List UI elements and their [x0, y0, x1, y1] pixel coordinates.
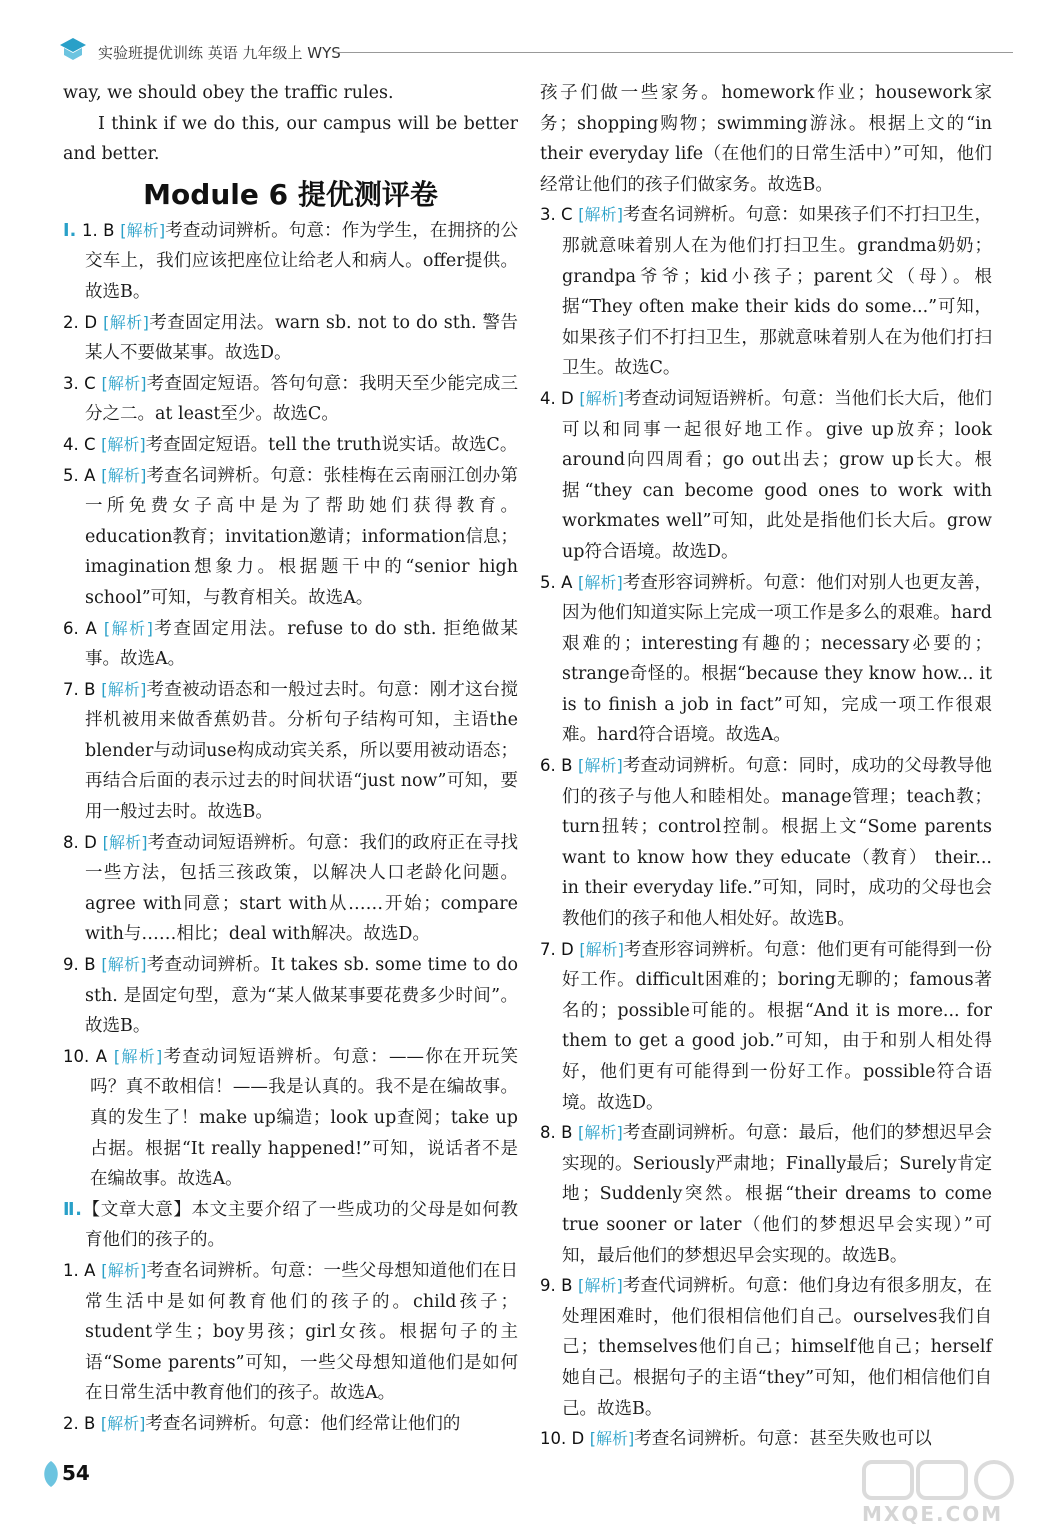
part-two-item-2	[63, 1409, 518, 1440]
part-two-item-6	[540, 751, 992, 935]
answer-text: 考查形容词辨析。句意：他们更有可能得到一份好工作。difficult困难的；boring无聊的；famous著名的；possible可能的。根据“And it is more... for them to get a good job.”可知，由于和别人相处得好，他们更有可能得到一份好工作。possible符合语境。故选D。	[562, 939, 992, 1113]
answer-number: 7. D	[540, 939, 574, 959]
answer-number: 3. C	[540, 205, 573, 225]
right-column	[540, 78, 992, 1455]
header-rule	[333, 52, 1013, 53]
intro-line-1: way, we should obey the traffic rules.	[63, 83, 394, 103]
section-title: Module 6 提优测评卷	[143, 177, 438, 211]
answer-text: 考查固定短语。答句句意：我明天至少能完成三分之二。at least至少。故选C。	[85, 373, 518, 425]
answer-item-6	[63, 614, 518, 675]
answer-text: 考查动词辨析。句意：作为学生，在拥挤的公交车上，我们应该把座位让给老人和病人。offer提供。故选B。	[85, 220, 518, 302]
answer-number: 10. D	[540, 1429, 585, 1449]
answer-number: 5. A	[540, 572, 573, 592]
analysis-tag: [解析]	[589, 1429, 635, 1449]
answer-number: 8. B	[540, 1123, 573, 1143]
answer-number: 1. A	[63, 1260, 96, 1280]
analysis-tag: [解析]	[101, 373, 147, 393]
answer-text: 考查名词辨析。句意：甚至失败也可以	[634, 1429, 932, 1450]
analysis-tag: [解析]	[579, 939, 624, 959]
answer-text: 考查固定用法。refuse to do sth. 拒绝做某事。故选A。	[85, 618, 518, 670]
watermark	[862, 1458, 1022, 1526]
answer-number: 8. D	[63, 832, 97, 852]
answer-item-8	[63, 828, 518, 950]
answer-text: 考查副词辨析。句意：最后，他们的梦想迟早会实现的。Seriously严肃地；Finally最后；Surely肯定地；Suddenly突然。根据“their dreams to come true sooner or later（他们的梦想迟早会实现）”可知，最后他们的梦想迟早会实现的。故选B。	[562, 1123, 992, 1266]
left-column	[63, 78, 518, 1440]
analysis-tag: [解析]	[120, 220, 166, 240]
continuation-text: 孩子们做一些家务。homework作业；housework家务；shopping购物；swimming游泳。根据上文的“in their everyday life（在他们的日常生活中）”可知，他们经常让他们的孩子们做家务。故选B。	[540, 83, 992, 195]
answer-number: 3. C	[63, 373, 96, 393]
answer-number: 2. D	[63, 312, 98, 332]
answer-item-1	[63, 216, 518, 308]
analysis-tag: [解析]	[113, 1046, 163, 1066]
header-title: 实验班提优训练 英语 九年级上 WYS	[98, 44, 341, 62]
page-footer	[40, 1455, 110, 1495]
part-two-item-8	[540, 1118, 992, 1271]
leaf-icon	[40, 1459, 62, 1489]
answer-text: 考查被动语态和一般过去时。句意：刚才这台搅拌机被用来做香蕉奶昔。分析句子结构可知，主语the blender与动词use构成动宾关系，所以要用被动语态；再结合后面的表示过去的时间状语“just now”可知，要用一般过去时。故选B。	[85, 679, 518, 823]
analysis-tag: [解析]	[578, 756, 623, 776]
answer-text: 考查代词辨析。句意：他们身边有很多朋友，在处理困难时，他们很相信他们自己。ourselves我们自己；themselves他们自己；himself他自己；herself她自己。根据句子的主语“they”可知，他们相信他们自己。故选B。	[562, 1276, 992, 1419]
answer-number: 2. B	[63, 1413, 96, 1433]
answer-text: 考查固定用法。warn sb. not to do sth. 警告某人不要做某事。故选D。	[85, 312, 518, 364]
analysis-tag: [解析]	[578, 1123, 623, 1143]
book-logo-icon	[58, 36, 88, 62]
watermark-logo-icon	[862, 1458, 1022, 1502]
analysis-tag: [解析]	[102, 832, 148, 852]
answer-text: 考查名词辨析。句意：张桂梅在云南丽江创办第一所免费女子高中是为了帮助她们获得教育。education教育；invitation邀请；information信息；imagination想象力。根据题干中的“senior high school”可知，与教育相关。故选A。	[85, 465, 518, 608]
answer-text: 考查名词辨析。句意：如果孩子们不打扫卫生，那就意味着别人在为他们打扫卫生。grandma奶奶；grandpa爷爷；kid小孩子；parent父（母）。根据“They often make their kids do some...”可知，如果孩子们不打扫卫生，那就意味着别人在为他们打扫卫生。故选C。	[562, 205, 992, 379]
intro-line-2: I think if we do this, our campus will be better and better.	[63, 113, 518, 165]
page-header	[58, 36, 1013, 66]
part-two-item-9	[540, 1271, 992, 1424]
page-number: 54	[62, 1461, 90, 1485]
answer-text: 考查名词辨析。句意：一些父母想知道他们在日常生活中是如何教育他们的孩子的。child孩子；student学生；boy男孩；girl女孩。根据句子的主语“Some parents”可知，一些父母想知道他们是如何在日常生活中教育他们的孩子。故选A。	[85, 1260, 518, 1404]
analysis-tag: [解析]	[578, 1276, 623, 1296]
answer-item-10	[63, 1042, 518, 1195]
part-two-item-10	[540, 1424, 992, 1455]
answer-number: 9. B	[63, 955, 96, 975]
watermark-text: MXQE.COM	[862, 1502, 1004, 1526]
answer-number: 4. C	[63, 434, 96, 454]
part-two-item-1	[63, 1256, 518, 1409]
answer-number: 10. A	[63, 1046, 108, 1066]
part-one-marker: Ⅰ.	[63, 220, 77, 241]
answer-number: 9. B	[540, 1276, 573, 1296]
part-two-summary	[63, 1195, 518, 1256]
analysis-tag: [解析]	[101, 465, 147, 485]
analysis-tag: [解析]	[103, 618, 153, 638]
answer-item-3	[63, 369, 518, 430]
answer-text: 考查动词辨析。It takes sb. some time to do sth. 是固定句型，意为“某人做某事要花费多少时间”。故选B。	[85, 955, 518, 1037]
answer-number: 7. B	[63, 679, 96, 699]
answer-item-4	[63, 430, 518, 461]
answer-text: 考查名词辨析。句意：他们经常让他们的	[145, 1413, 461, 1434]
analysis-tag: [解析]	[101, 434, 146, 454]
analysis-tag: [解析]	[101, 955, 147, 975]
answer-item-2	[63, 308, 518, 369]
answer-text: 考查固定短语。tell the truth说实话。故选C。	[145, 434, 518, 455]
answer-number: 1. B	[82, 220, 115, 240]
analysis-tag: [解析]	[100, 1413, 146, 1433]
analysis-tag: [解析]	[103, 312, 149, 332]
answer-text: 考查动词短语辨析。句意：——你在开玩笑吗？真不敢相信！——我是认真的。我不是在编故事。真的发生了！make up编造；look up查阅；take up占据。根据“It really happened!”可知，说话者不是在编故事。故选A。	[90, 1046, 518, 1190]
analysis-tag: [解析]	[101, 1260, 147, 1280]
part-two-item-4	[540, 384, 992, 568]
answer-number: 5. A	[63, 465, 96, 485]
answer-number: 4. D	[540, 388, 574, 408]
answer-item-5	[63, 461, 518, 614]
summary-text: 【文章大意】本文主要介绍了一些成功的父母是如何教育他们的孩子的。	[81, 1199, 518, 1251]
part-two-marker: Ⅱ.	[63, 1199, 82, 1220]
answer-item-7	[63, 675, 518, 828]
answer-text: 考查形容词辨析。句意：他们对别人也更友善，因为他们知道实际上完成一项工作是多么的艰难。hard艰难的；interesting有趣的；necessary必要的；strange奇怪的。根据“because they know how... it is to finish a job in fact”可知，完成一项工作很艰难。hard符合语境。故选A。	[562, 572, 992, 746]
answer-text: 考查动词辨析。句意：同时，成功的父母教导他们的孩子与他人和睦相处。manage管理；teach教；turn扭转；control控制。根据上文“Some parents want to know how they educate（教育） their... in their everyday life.”可知，同时，成功的父母也会教他们的孩子和他人相处好。故选B。	[562, 756, 992, 930]
analysis-tag: [解析]	[578, 572, 623, 592]
answer-number: 6. A	[63, 618, 97, 638]
answer-number: 6. B	[540, 756, 573, 776]
analysis-tag: [解析]	[578, 205, 623, 225]
part-two-item-3	[540, 200, 992, 384]
answer-text: 考查动词短语辨析。句意：我们的政府正在寻找一些方法，包括三孩政策，以解决人口老龄化问题。agree with同意；start with从……开始；compare with与……相比；deal with解决。故选D。	[85, 832, 518, 945]
part-two-item-5	[540, 568, 992, 752]
answer-item-9	[63, 950, 518, 1042]
answer-text: 考查动词短语辨析。句意：当他们长大后，他们可以和同事一起很好地工作。give up放弃；look around向四周看；go out出去；grow up长大。根据“they can become good ones to work with workmates well”可知，此处是指他们长大后。grow up符合语境。故选D。	[562, 388, 992, 562]
analysis-tag: [解析]	[101, 679, 147, 699]
analysis-tag: [解析]	[579, 388, 624, 408]
part-two-item-7	[540, 935, 992, 1119]
